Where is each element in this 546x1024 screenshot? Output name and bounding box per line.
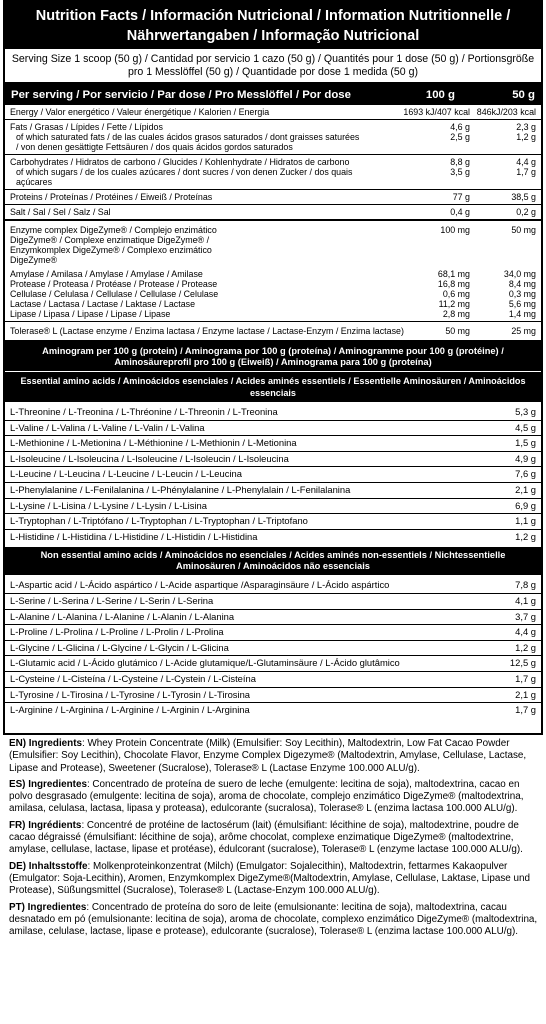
ingredients-lang: DE) — [9, 860, 27, 872]
enzyme-item — [10, 279, 536, 289]
amino-value: 7,6 g — [515, 468, 536, 480]
amino-value: 1,2 g — [515, 641, 536, 653]
nutrient-name: Salt / Sal / Sel / Salz / Sal — [10, 207, 111, 217]
aminogram-title: Aminogram per 100 g (protein) / Aminograma por 100 g (proteína) / Aminogramme pour 100 g (protéine) / Aminosäureprofil pro 100 g (Eiweiß) / Aminograma para 100 g (proteína) — [5, 342, 541, 371]
table-row — [5, 610, 541, 626]
ingredients-lang: ES) — [9, 778, 26, 790]
ingredients-pt — [9, 902, 539, 939]
ingredients-en — [9, 738, 539, 775]
amino-value: 1,2 g — [515, 530, 536, 542]
enzyme-item-100g: 68,1 mg — [437, 269, 470, 279]
amino-value: 4,9 g — [515, 452, 536, 464]
fats-row — [5, 120, 541, 155]
enzyme-item-50g: 8,4 mg — [508, 279, 536, 289]
ingredients-lang: PT) — [9, 901, 25, 913]
enzyme-item-name: Lactase / Lactasa / Lactase / Laktase / Lactase — [10, 299, 196, 309]
enzyme-complex-name: Enzyme complex DigeZyme® / Complejo enzimático DigeZyme® / Complexe enzimatique DigeZyme® / Enzymkomplex DigeZyme® / Complexo enzimático DigeZyme® — [10, 225, 217, 265]
enzyme-item-name: Protease / Proteasa / Protéase / Protease / Protease — [10, 279, 218, 289]
nonessential-title: Non essential amino acids / Aminoácidos no esenciales / Acides aminés non-essentiels / Nichtessentielle Aminosäuren / Aminoácidos não essenciais — [5, 547, 541, 575]
table-row — [5, 405, 541, 421]
enzyme-item-50g: 5,6 mg — [508, 299, 536, 309]
amino-name: L-Phenylalanine / L-Fenilalanina / L-Phénylalanine / L-Phenylalain / L-Fenilalanina — [10, 483, 351, 495]
enzyme-item-name: Cellulase / Celulasa / Cellulase / Cellulase / Celulase — [10, 289, 219, 299]
per-serving-label: Per serving / Por servicio / Par dose / Pro Messlöffel / Por dose — [11, 88, 351, 101]
amino-value: 2,1 g — [515, 688, 536, 700]
amino-name: L-Cysteine / L-Cisteína / L-Cysteine / L-Cystein / L-Cisteína — [10, 672, 256, 684]
enzyme-item — [10, 269, 536, 279]
amino-name: L-Proline / L-Prolina / L-Proline / L-Prolin / L-Prolina — [10, 626, 224, 638]
table-row — [5, 421, 541, 437]
nutrient-name: Fats / Grasas / Lípides / Fette / Lípidos — [10, 122, 163, 132]
ingredients-text: : Whey Protein Concentrate (Milk) (Emulsifier: Soy Lecithin), Maltodextrin, Low Fat Cacao Powder (Emulsifier: Soy Lecithin), Chocolate Flavor, Enzyme Complex Digezyme® (Maltodextrin, Amylase, Cellulase, Lactase, Lipase and Protease), Sweetener (Sucralose), Tolerase® L (Lactase Enzyme 100.000 ALU/g). — [9, 738, 527, 774]
nutrient-name: Carbohydrates / Hidratos de carbono / Glucides / Kohlenhydrate / Hidratos de carbono — [10, 157, 350, 167]
proteins-row — [5, 190, 541, 205]
column-50g: 50 g — [512, 88, 535, 101]
enzyme-item — [10, 289, 536, 299]
ingredients-de — [9, 861, 539, 898]
salt-row — [5, 205, 541, 221]
nutrient-value-100g: 77 g — [452, 192, 470, 202]
nutrient-sub-value-100g: 3,5 g — [450, 167, 470, 177]
nutrition-label — [3, 0, 543, 735]
amino-name: L-Alanine / L-Alanina / L-Alanine / L-Alanin / L-Alanina — [10, 610, 235, 622]
amino-value: 4,1 g — [515, 594, 536, 606]
table-row — [5, 656, 541, 672]
nutrient-name: Energy / Valor energético / Valeur énergétique / Kalorien / Energia — [10, 107, 270, 117]
tolerase-value-100g: 50 mg — [445, 326, 470, 336]
enzyme-item-100g: 16,8 mg — [437, 279, 470, 289]
amino-name: L-Methionine / L-Metionina / L-Méthionine / L-Methionin / L-Metionina — [10, 437, 297, 449]
ingredients-text: : Concentrado de proteína do soro de leite (emulsionante: lecitina de soja), maltodextrina, cacau desnatado em pó (emulsionante: lecitina de soja), aroma de chocolate, complexo enzimático DigeZyme® (maltodextrina, amilase, celulase, lactase, lipase e protease), edulcorante (sucralose), Tolerase® L (enzima lactase 100.000 ALU/g). — [9, 901, 538, 938]
enzyme-item-name: Lipase / Lipasa / Lipase / Lipase / Lipase — [10, 309, 171, 319]
amino-name: L-Serine / L-Serina / L-Serine / L-Serin / L-Serina — [10, 594, 214, 606]
amino-value: 3,7 g — [515, 610, 536, 622]
carbohydrates-row — [5, 155, 541, 190]
amino-value: 4,5 g — [515, 421, 536, 433]
enzyme-item-50g: 1,4 mg — [508, 309, 536, 319]
nutrient-value-100g: 8,8 g — [450, 157, 470, 167]
ingredients-fr — [9, 820, 539, 857]
amino-name: L-Arginine / L-Arginina / L-Arginine / L-Arginin / L-Arginina — [10, 704, 250, 716]
nutrient-value-50g: 4,4 g — [516, 157, 536, 167]
ingredients-heading: Ingredients — [28, 738, 82, 749]
enzyme-item-100g: 2,8 mg — [442, 309, 470, 319]
amino-name: L-Threonine / L-Treonina / L-Thréonine / L-Threonin / L-Treonina — [10, 406, 278, 417]
table-row — [5, 499, 541, 515]
nutrient-value-50g: 846kJ/203 kcal — [476, 107, 536, 117]
amino-value: 6,9 g — [515, 499, 536, 511]
table-row — [5, 594, 541, 610]
table-row — [5, 578, 541, 594]
nutrient-name: Proteins / Proteínas / Protéines / Eiweiß / Proteínas — [10, 192, 213, 202]
ingredients-heading: Ingredientes — [27, 901, 87, 913]
nutrient-value-100g: 4,6 g — [450, 122, 470, 132]
ingredients-heading: Inhaltsstoffe — [28, 860, 88, 872]
enzyme-item-50g: 34,0 mg — [503, 269, 536, 279]
serving-size: Serving Size 1 scoop (50 g) / Cantidad por servicio 1 cazo (50 g) / Quantités pour 1 dose (50 g) / Portionsgröße pro 1 Messlöffel (50 g) / Quantidade por dose 1 medida (50 g) — [5, 49, 541, 84]
nutrient-sub-value-100g: 2,5 g — [450, 132, 470, 142]
table-row — [5, 641, 541, 657]
enzyme-value-100g: 100 mg — [440, 225, 470, 235]
amino-value: 1,1 g — [515, 515, 536, 527]
table-row — [5, 467, 541, 483]
nutrient-sub-value-50g: 1,2 g — [516, 132, 536, 142]
ingredients-text: : Molkenproteinkonzentrat (Milch) (Emulgator: Sojalecithin), Maltodextrin, fettarmes Kakaopulver (Emulgator: Soja-Lecithin), Aromen, Enzymkomplex DigeZyme®(Maltodextrin, Amylase, Cellulase, Laktase, Lipase und Protease), Süßungsmittel (Sucralose), Tolerase® L (Lactase-Enzym 100.000 ALU/g). — [9, 860, 531, 897]
table-row — [5, 436, 541, 452]
ingredients-section — [9, 738, 539, 942]
tolerase-name: Tolerase® L (Lactase enzyme / Enzima lactasa / Enzyme lactase / Lactase-Enzym / Enzima lactase) — [10, 326, 404, 336]
enzyme-item — [10, 299, 536, 309]
label-title: Nutrition Facts / Información Nutricional / Information Nutritionnelle / Nährwertangaben / Informação Nutricional — [5, 2, 541, 49]
column-100g: 100 g — [425, 88, 455, 101]
per-serving-header — [5, 84, 541, 105]
nutrient-value-50g: 0,2 g — [516, 207, 536, 217]
ingredients-lang: FR) — [9, 819, 26, 831]
table-row — [5, 703, 541, 719]
table-row — [5, 452, 541, 468]
table-row — [5, 514, 541, 530]
energy-row — [5, 105, 541, 120]
essential-table — [5, 402, 541, 545]
amino-value: 2,1 g — [515, 483, 536, 495]
amino-name: L-Isoleucine / L-Isoleucina / L-Isoleucine / L-Isoleucin / L-Isoleucina — [10, 452, 289, 464]
ingredients-es — [9, 779, 539, 816]
amino-value: 1,7 g — [515, 672, 536, 684]
amino-name: L-Tryptophan / L-Triptófano / L-Tryptophan / L-Tryptophan / L-Triptofano — [10, 515, 308, 527]
nutrient-value-100g: 0,4 g — [450, 207, 470, 217]
ingredients-heading: Ingrédients — [28, 819, 82, 831]
nutrient-sub-name: of which saturated fats / de las cuales ácidos grasos saturados / dont graisses saturées / von denen gesättigte Fettsäuren / dos quais ácidos gordos saturados — [16, 132, 360, 152]
enzyme-section — [5, 221, 541, 321]
table-row — [5, 625, 541, 641]
table-row — [5, 688, 541, 704]
enzyme-item-100g: 0,6 mg — [442, 289, 470, 299]
enzyme-item-100g: 11,2 mg — [438, 299, 470, 309]
tolerase-row — [5, 321, 541, 342]
amino-value: 1,7 g — [515, 704, 536, 716]
amino-name: L-Glutamic acid / L-Ácido glutámico / L-Acide glutamique/L-Glutaminsäure / L-Ácido glutâmico — [10, 657, 400, 669]
nutrient-value-50g: 38,5 g — [511, 192, 536, 202]
enzyme-item-name: Amylase / Amilasa / Amylase / Amylase / Amilase — [10, 269, 203, 279]
table-row — [5, 672, 541, 688]
nonessential-table — [5, 575, 541, 718]
amino-name: L-Glycine / L-Glicina / L-Glycine / L-Glycin / L-Glicina — [10, 641, 229, 653]
ingredients-lang: EN) — [9, 738, 27, 749]
tolerase-value-50g: 25 mg — [511, 326, 536, 336]
table-row — [5, 530, 541, 546]
amino-name: L-Aspartic acid / L-Ácido aspártico / L-Acide aspartique /Asparaginsäure / L-Ácido aspártico — [10, 579, 390, 591]
amino-name: L-Leucine / L-Leucina / L-Leucine / L-Leucin / L-Leucina — [10, 468, 242, 480]
table-row — [5, 483, 541, 499]
amino-value: 1,5 g — [515, 437, 536, 449]
amino-value: 7,8 g — [515, 579, 536, 591]
nutrient-sub-name: of which sugars / de los cuales azúcares / dont sucres / von denen Zucker / dos quais açúcares — [16, 167, 353, 187]
amino-value: 12,5 g — [509, 657, 536, 669]
ingredients-text: : Concentré de protéine de lactosérum (lait) (émulsifiant: lécithine de soja), maltodextrine, poudre de cacao dégraissé (émulsifiant: lécithine de soja), arôme chocolat, complexe enzimatique DigeZyme® (maltodextrine, amylase, cellulase, lactase, lipase et protéase), édulcorant (sucralose), Tolerase® L (enzyme lactase 100.000 ALU/g). — [9, 819, 523, 856]
amino-name: L-Valine / L-Valina / L-Valine / L-Valin / L-Valina — [10, 421, 205, 433]
amino-value: 4,4 g — [515, 626, 536, 638]
nutrient-sub-value-50g: 1,7 g — [516, 167, 536, 177]
enzyme-item — [10, 309, 536, 319]
nutrient-value-100g: 1693 kJ/407 kcal — [403, 107, 470, 117]
essential-title: Essential amino acids / Aminoácidos esenciales / Acides aminés essentiels / Essentielle Aminosäuren / Aminoácidos essenciais — [5, 371, 541, 402]
amino-name: L-Histidine / L-Histidina / L-Histidine / L-Histidin / L-Histidina — [10, 530, 258, 542]
nutrient-value-50g: 2,3 g — [516, 122, 536, 132]
amino-name: L-Tyrosine / L-Tirosina / L-Tyrosine / L-Tyrosin / L-Tirosina — [10, 688, 251, 700]
amino-value: 5,3 g — [515, 406, 536, 417]
ingredients-text: : Concentrado de proteína de suero de leche (emulgente: lecitina de soja), maltodextrina, cacao en polvo desgrasado (emulgente: lecitina de soja), aroma de chocolate, complejo enzimático DigeZyme® (maltodextrina, amilasa, celulasa, lactasa, lipasa y proteasa), edulcorante (sucralosa), Tolerase® L (enzima lactasa 100.000 ALU/g). — [9, 778, 524, 815]
enzyme-item-50g: 0,3 mg — [508, 289, 536, 299]
amino-name: L-Lysine / L-Lisina / L-Lysine / L-Lysin / L-Lisina — [10, 499, 207, 511]
ingredients-heading: Ingredientes — [28, 778, 87, 790]
enzyme-value-50g: 50 mg — [511, 225, 536, 235]
